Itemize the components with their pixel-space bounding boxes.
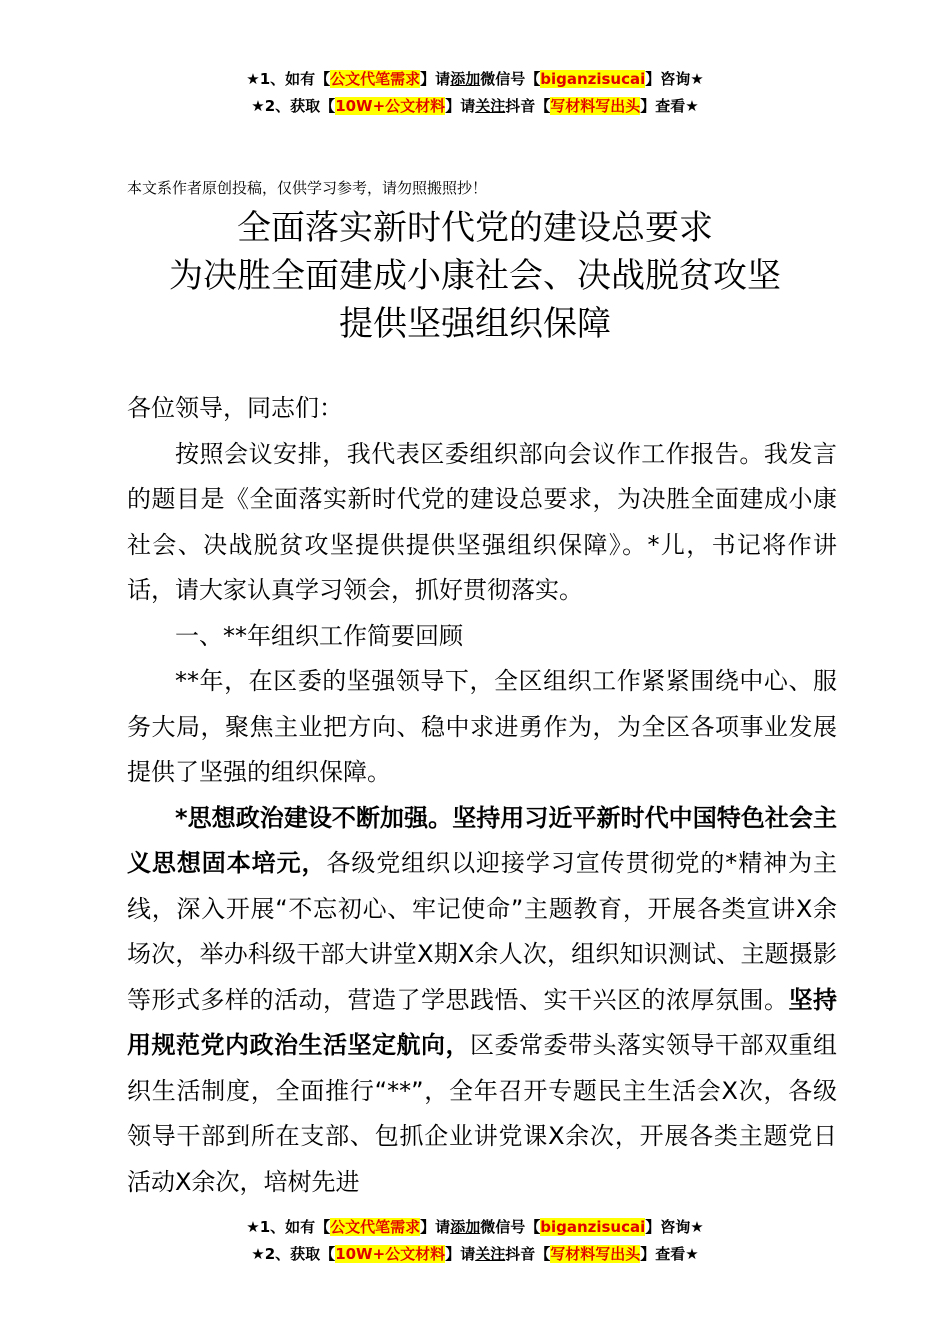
title-line-1: 全面落实新时代党的建设总要求 [237, 208, 713, 248]
author-note: 本文系作者原创投稿，仅供学习参考，请勿照搬照抄！ [127, 179, 488, 197]
paragraph-intro: 按照会议安排，我代表区委组织部向会议作工作报告。我发言的题目是《全面落实新时代党的建设总要求，为决胜全面建成小康社会、决战脱贫攻坚提供提供坚强组织保障》。*儿，书记将作讲话，请大家认真学习领会，抓好贯彻落实。 [127, 439, 837, 604]
salutation: 各位领导，同志们： [127, 394, 343, 422]
banner-line-1 [0, 1214, 950, 1241]
banner-highlight: 10W+公文材料 [335, 1245, 446, 1263]
footer-banner [0, 1214, 950, 1268]
banner-highlight: 10W+公文材料 [335, 97, 446, 115]
banner-text: 】请 [420, 70, 451, 88]
paragraph-text: 区委常委带头落实领导干部双重组织生活制度，全面推行“**”，全年召开专题民主生活会X次，各级领导干部到所在支部、包抓企业讲党课X余次，开展各类主题党日活动X余次，培树先进 [127, 1031, 837, 1196]
banner-text: 】查看★ [640, 97, 699, 115]
banner-text: ★1、如有【 [246, 1218, 331, 1236]
banner-line-1 [0, 66, 950, 93]
banner-text: 抖音【 [505, 1245, 551, 1263]
paragraph-text: 各级党组织以迎接学习宣传贯彻党的*精神为主线，深入开展“不忘初心、牢记使命”主题教育，开展各类宣讲X余场次，举办科级干部大讲堂X期X余人次，组织知识测试、主题摄影等形式多样的活动，营造了学思践悟、实干兴区的浓厚氛围。 [127, 849, 838, 1014]
document-body [127, 386, 837, 1205]
paragraph-political-building [127, 796, 837, 1206]
banner-text: 】咨询★ [645, 1218, 704, 1236]
banner-text: 】请 [445, 97, 476, 115]
banner-text: 】请 [420, 1218, 451, 1236]
title-line-2: 为决胜全面建成小康社会、决战脱贫攻坚 [169, 256, 781, 296]
bold-lead: *思想政治建设不断加强。坚持用习近平新时代中国特色社会主义思想固本培元， [127, 803, 837, 877]
banner-underline: 添加 [450, 1218, 481, 1236]
banner-highlight: 公文代笔需求 [330, 1218, 421, 1236]
banner-text: 】咨询★ [645, 70, 704, 88]
header-banner [0, 66, 950, 120]
banner-text: 微信号【 [480, 1218, 541, 1236]
section-heading: 一、**年组织工作简要回顾 [175, 621, 463, 650]
banner-text: ★2、获取【 [251, 97, 336, 115]
banner-highlight: 写材料写出头 [550, 1245, 641, 1263]
banner-line-2 [0, 93, 950, 120]
banner-text: 】查看★ [640, 1245, 699, 1263]
banner-line-2 [0, 1241, 950, 1268]
banner-text: ★2、获取【 [251, 1245, 336, 1263]
banner-highlight: 写材料写出头 [550, 97, 641, 115]
bold-lead: 坚持用规范党内政治生活坚定航向， [127, 985, 837, 1059]
banner-text: 】请 [445, 1245, 476, 1263]
banner-text: ★1、如有【 [246, 70, 331, 88]
banner-highlight: biganzisucai [540, 70, 646, 88]
document-title [0, 204, 950, 348]
banner-highlight: biganzisucai [540, 1218, 646, 1236]
banner-text: 微信号【 [480, 70, 541, 88]
banner-underline: 关注 [475, 1245, 506, 1263]
banner-underline: 添加 [450, 70, 481, 88]
banner-highlight: 公文代笔需求 [330, 70, 421, 88]
banner-text: 抖音【 [505, 97, 551, 115]
banner-underline: 关注 [475, 97, 506, 115]
paragraph-review: **年，在区委的坚强领导下，全区组织工作紧紧围绕中心、服务大局，聚焦主业把方向、稳中求进勇作为，为全区各项事业发展提供了坚强的组织保障。 [127, 667, 837, 786]
title-line-3: 提供坚强组织保障 [339, 304, 611, 344]
